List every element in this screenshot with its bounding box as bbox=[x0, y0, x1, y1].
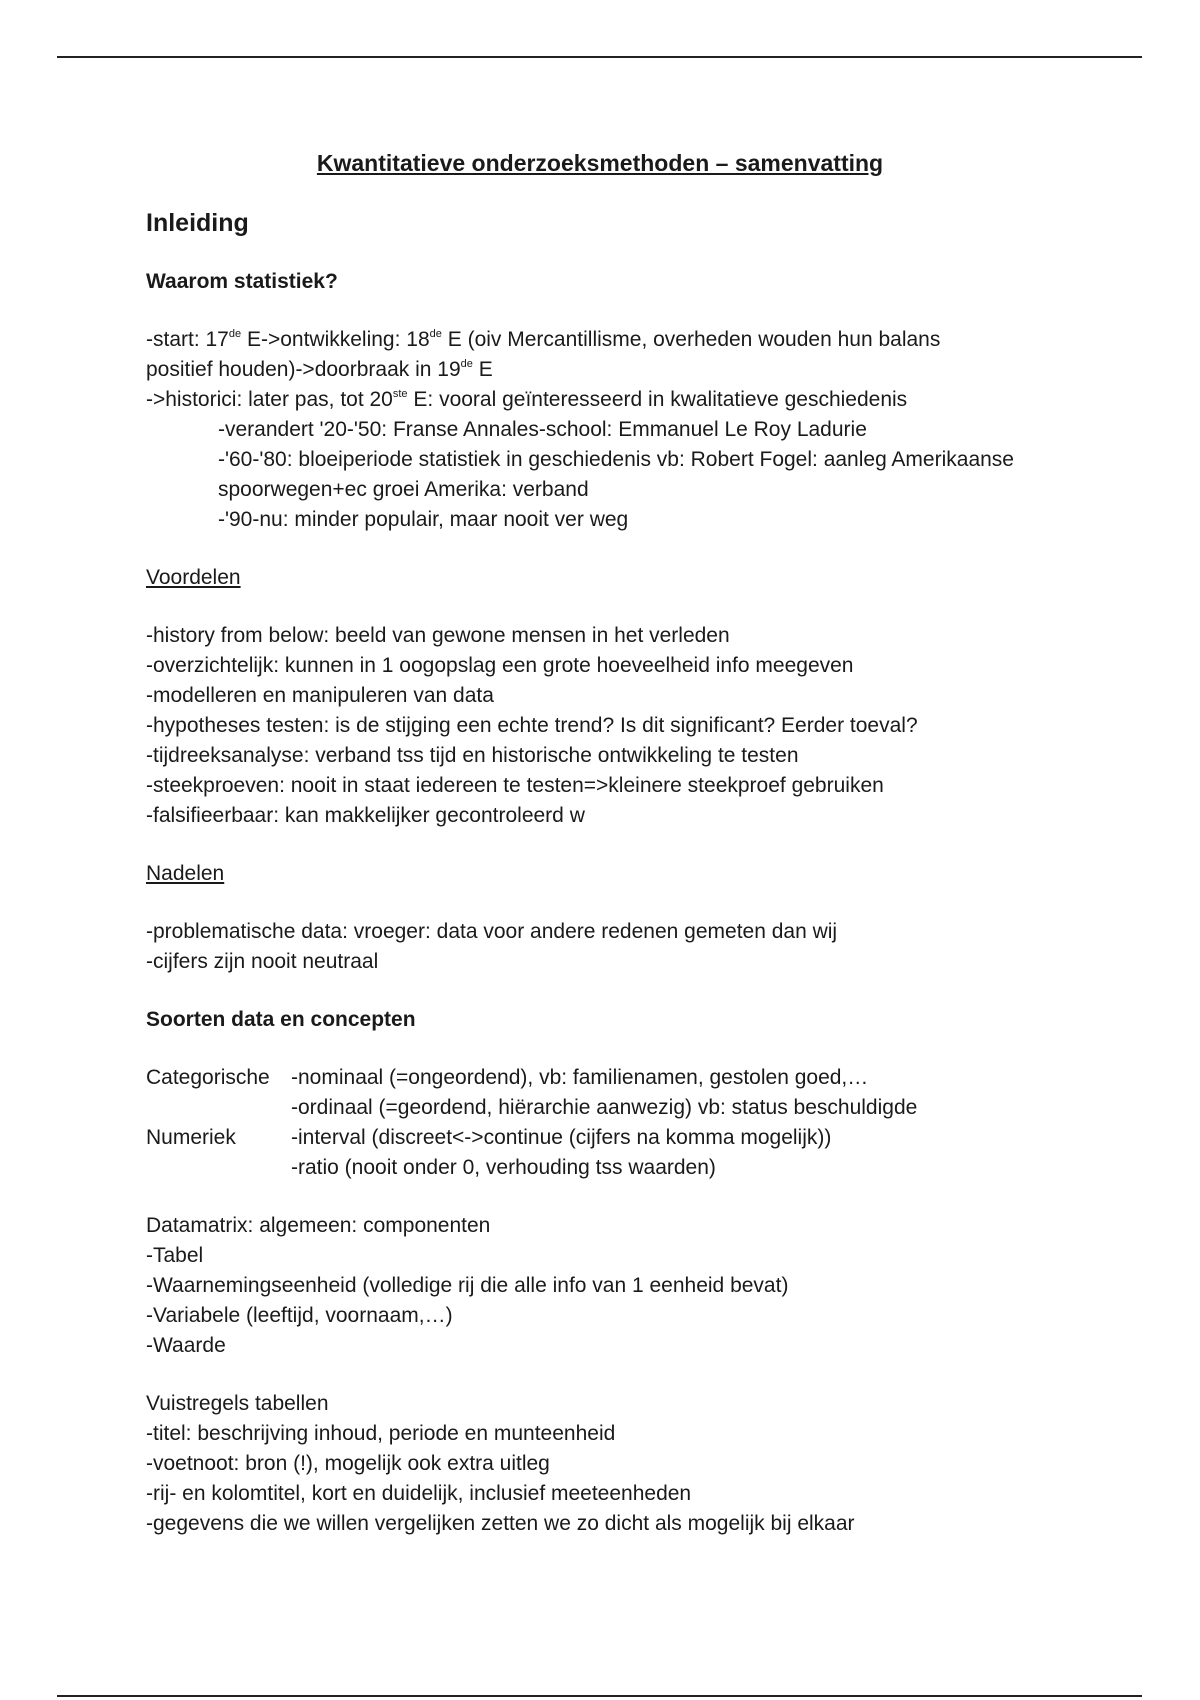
section-heading-inleiding: Inleiding bbox=[146, 209, 249, 237]
document-title: Kwantitatieve onderzoeksmethoden – samenvatting bbox=[316, 150, 884, 176]
data-type-label: Numeriek bbox=[146, 1126, 236, 1149]
subheading-nadelen: Nadelen bbox=[146, 862, 225, 885]
list-item: -rij- en kolomtitel, kort en duidelijk, inclusief meeteenheden bbox=[146, 1482, 692, 1505]
list-item: -overzichtelijk: kunnen in 1 oogopslag een grote hoeveelheid info meegeven bbox=[146, 654, 854, 677]
list-item: -cijfers zijn nooit neutraal bbox=[146, 950, 379, 973]
text-line-indented: spoorwegen+ec groei Amerika: verband bbox=[218, 478, 589, 501]
list-item: -titel: beschrijving inhoud, periode en munteenheid bbox=[146, 1422, 616, 1445]
list-item: -Tabel bbox=[146, 1244, 204, 1267]
text-line-indented: -'60-'80: bloeiperiode statistiek in geschiedenis vb: Robert Fogel: aanleg Amerikaanse bbox=[218, 448, 1014, 471]
text-line: -start: 17de E->ontwikkeling: 18de E (oiv Mercantillisme, overheden wouden hun balans bbox=[146, 328, 941, 351]
nadelen-list bbox=[146, 917, 1076, 977]
list-item: -history from below: beeld van gewone mensen in het verleden bbox=[146, 624, 730, 647]
list-item: -Variabele (leeftijd, voornaam,…) bbox=[146, 1304, 453, 1327]
data-type-text: -interval (discreet<->continue (cijfers na komma mogelijk)) bbox=[291, 1126, 832, 1149]
data-type-text: -nominaal (=ongeordend), vb: familienamen, gestolen goed,… bbox=[291, 1066, 869, 1089]
data-type-text: -ratio (nooit onder 0, verhouding tss waarden) bbox=[291, 1156, 716, 1179]
text-line: ->historici: later pas, tot 20ste E: vooral geïnteresseerd in kwalitatieve geschiedenis bbox=[146, 388, 908, 411]
data-types-table bbox=[146, 1063, 1076, 1183]
list-item: -problematische data: vroeger: data voor andere redenen gemeten dan wij bbox=[146, 920, 838, 943]
data-type-text: -ordinaal (=geordend, hiërarchie aanwezig) vb: status beschuldigde bbox=[291, 1096, 918, 1119]
text-line-indented: -verandert '20-'50: Franse Annales-school: Emmanuel Le Roy Ladurie bbox=[218, 418, 867, 441]
data-type-label: Categorische bbox=[146, 1066, 270, 1089]
top-rule bbox=[57, 56, 1142, 58]
subheading-voordelen: Voordelen bbox=[146, 566, 241, 589]
waarom-paragraph bbox=[146, 325, 1076, 535]
data-type-label bbox=[146, 1153, 291, 1183]
datamatrix-intro: Datamatrix: algemeen: componenten bbox=[146, 1214, 491, 1237]
list-item: -voetnoot: bron (!), mogelijk ook extra uitleg bbox=[146, 1452, 550, 1475]
subheading-soorten-data: Soorten data en concepten bbox=[146, 1008, 416, 1031]
document-body bbox=[146, 145, 1076, 1539]
bottom-rule bbox=[57, 1695, 1142, 1697]
list-item: -hypotheses testen: is de stijging een echte trend? Is dit significant? Eerder toeval? bbox=[146, 714, 918, 737]
list-item: -modelleren en manipuleren van data bbox=[146, 684, 494, 707]
list-item: -steekproeven: nooit in staat iedereen te testen=>kleinere steekproef gebruiken bbox=[146, 774, 884, 797]
list-item: -Waarde bbox=[146, 1334, 226, 1357]
list-item: -gegevens die we willen vergelijken zetten we zo dicht als mogelijk bij elkaar bbox=[146, 1512, 855, 1535]
data-type-label bbox=[146, 1093, 291, 1123]
list-item: -Waarnemingseenheid (volledige rij die alle info van 1 eenheid bevat) bbox=[146, 1274, 789, 1297]
text-line-indented: -'90-nu: minder populair, maar nooit ver weg bbox=[218, 508, 629, 531]
vuistregels-block bbox=[146, 1389, 1076, 1539]
voordelen-list bbox=[146, 621, 1076, 831]
text-line: positief houden)->doorbraak in 19de E bbox=[146, 358, 493, 381]
subheading-waarom-statistiek: Waarom statistiek? bbox=[146, 270, 338, 293]
datamatrix-block bbox=[146, 1211, 1076, 1361]
list-item: -tijdreeksanalyse: verband tss tijd en historische ontwikkeling te testen bbox=[146, 744, 799, 767]
list-item: -falsifieerbaar: kan makkelijker gecontroleerd w bbox=[146, 804, 585, 827]
vuistregels-intro: Vuistregels tabellen bbox=[146, 1392, 329, 1415]
